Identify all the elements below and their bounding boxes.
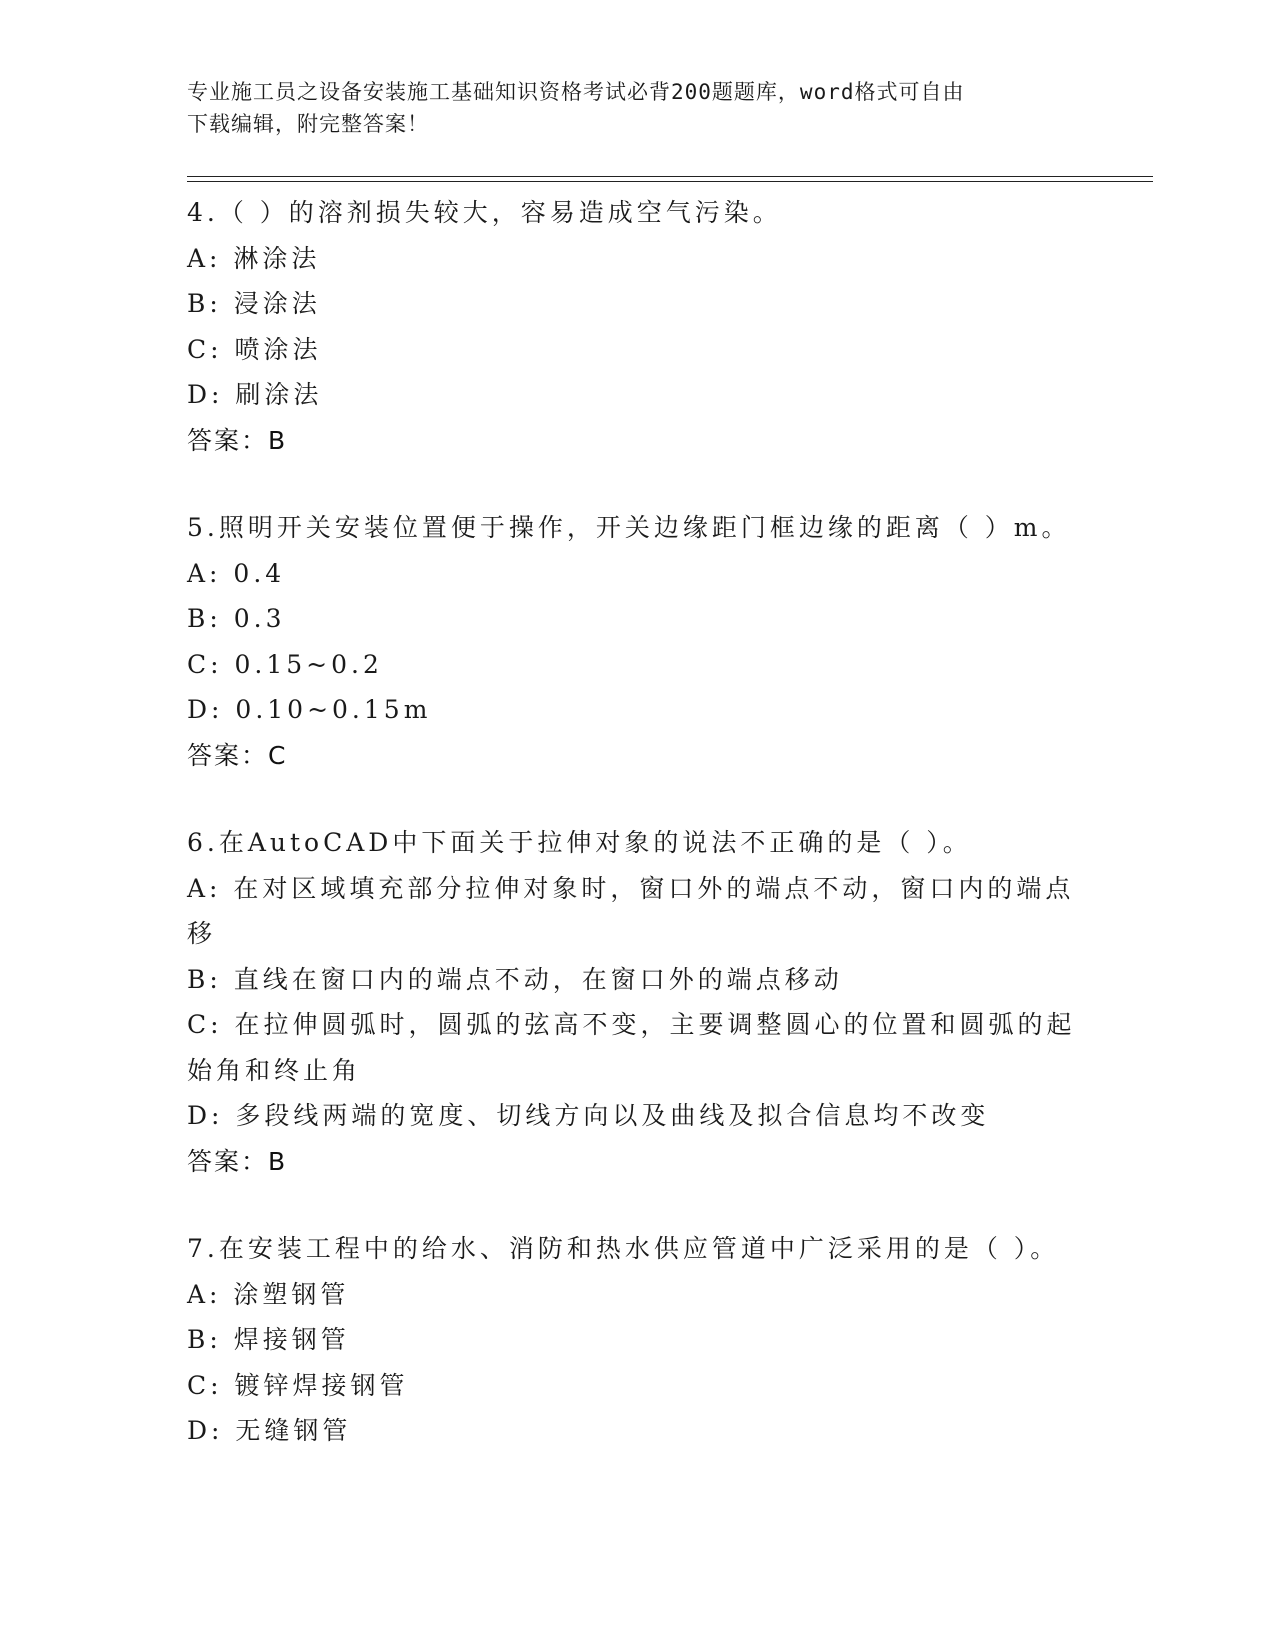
answer: 答案：C [187, 740, 288, 770]
question-6 [187, 820, 1087, 1184]
question-stem: 4.（ ）的溶剂损失较大，容易造成空气污染。 [187, 198, 782, 227]
question-stem: 6.在AutoCAD中下面关于拉伸对象的说法不正确的是（ ）。 [187, 828, 972, 857]
question-stem: 7.在安装工程中的给水、消防和热水供应管道中广泛采用的是（ ）。 [187, 1234, 1060, 1263]
option-c: C: 喷涂法 [187, 334, 322, 364]
question-stem: 5.照明开关安装位置便于操作，开关边缘距门框边缘的距离（ ）m。 [187, 513, 1071, 542]
header-line-2: 下载编辑，附完整答案！ [187, 112, 429, 136]
option-c: C: 镀锌焊接钢管 [187, 1370, 409, 1400]
option-a: A: 淋涂法 [187, 243, 321, 273]
option-a: A: 0.4 [187, 558, 286, 588]
option-b: B: 焊接钢管 [187, 1325, 350, 1354]
option-d: D: 刷涂法 [187, 380, 323, 409]
answer: 答案：B [187, 1146, 288, 1176]
question-list [187, 190, 1087, 1496]
option-a: A: 在对区域填充部分拉伸对象时，窗口外的端点不动，窗口内的端点移 [187, 873, 1075, 948]
option-b: B: 直线在窗口内的端点不动，在窗口外的端点移动 [187, 964, 843, 994]
option-c: C: 在拉伸圆弧时，圆弧的弦高不变，主要调整圆心的位置和圆弧的起始角和终止角 [187, 1010, 1076, 1085]
answer: 答案：B [187, 425, 288, 455]
header-divider-top [187, 176, 1153, 177]
question-4 [187, 190, 1087, 463]
header-divider-bottom [187, 181, 1153, 182]
question-7 [187, 1226, 1087, 1454]
option-d: D: 多段线两端的宽度、切线方向以及曲线及拟合信息均不改变 [187, 1101, 990, 1130]
option-d: D: 0.10~0.15m [187, 695, 432, 724]
document-header [187, 76, 1077, 140]
option-b: B: 0.3 [187, 604, 286, 633]
option-b: B: 浸涂法 [187, 289, 321, 318]
option-c: C: 0.15~0.2 [187, 649, 383, 679]
question-5 [187, 505, 1087, 778]
option-a: A: 涂塑钢管 [187, 1279, 350, 1309]
option-d: D: 无缝钢管 [187, 1416, 352, 1445]
header-line-1: 专业施工员之设备安装施工基础知识资格考试必背200题题库，word格式可自由 [187, 80, 965, 104]
